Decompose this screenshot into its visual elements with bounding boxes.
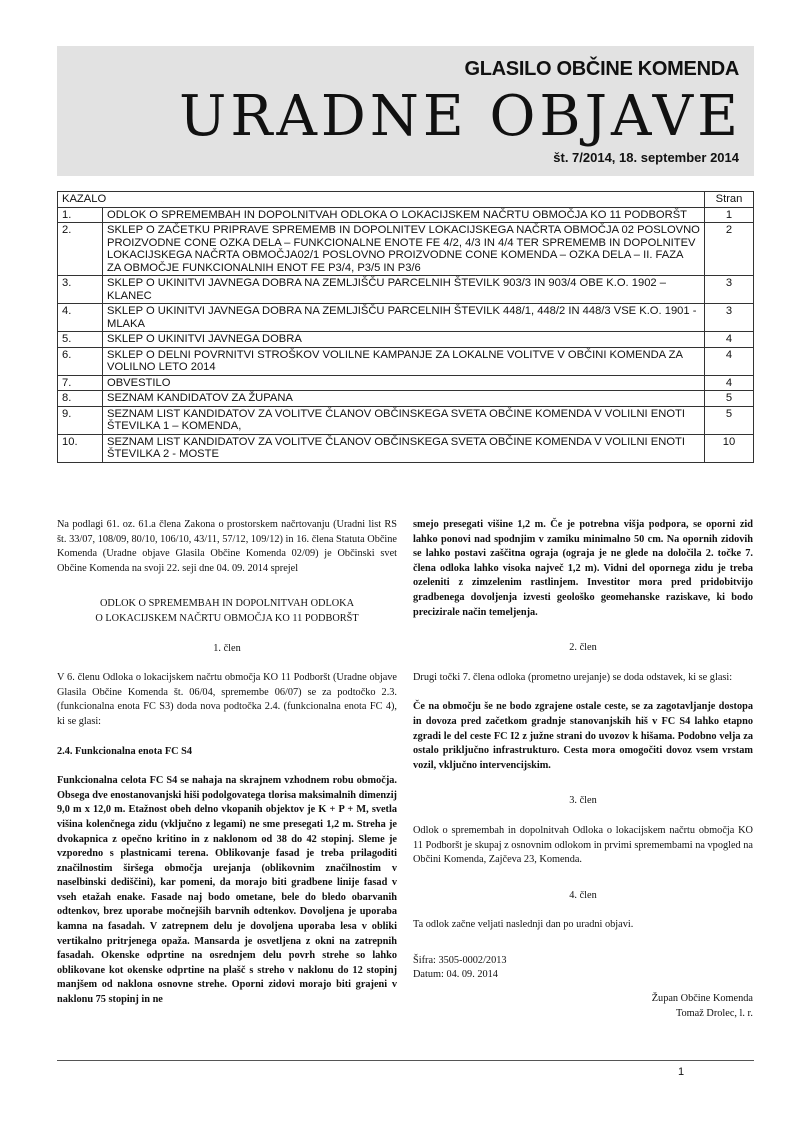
signer-name: Tomaž Drolec, l. r. bbox=[675, 1007, 753, 1019]
odlok-title-line-1: ODLOK O SPREMEMBAH IN DOPOLNITVAH ODLOKA bbox=[99, 598, 355, 610]
toc-row-page: 10 bbox=[705, 434, 754, 462]
toc-row-number: 4. bbox=[58, 304, 103, 332]
toc-page-heading: Stran bbox=[705, 192, 754, 208]
right-column bbox=[413, 518, 753, 1021]
toc-row bbox=[58, 347, 754, 375]
odlok-title-line-2: O LOKACIJSKEM NAČRTU OBMOČJA KO 11 PODBORŠT bbox=[95, 612, 359, 624]
issue-info: št. 7/2014, 18. september 2014 bbox=[553, 150, 739, 165]
article-text: Odlok o spremembah in dopolnitvah Odloka o lokacijskem načrtu območja KO 11 Podboršt je skupaj z osnovnim odlokom in prvimi spremembami na vpogled na Občini Komenda, Zajčeva 23, Komenda. bbox=[413, 824, 753, 866]
publication-name: GLASILO OBČINE KOMENDA bbox=[464, 58, 739, 80]
toc-row-number: 1. bbox=[58, 207, 103, 223]
toc-row-number: 6. bbox=[58, 347, 103, 375]
toc-heading: KAZALO bbox=[58, 192, 705, 208]
toc-row-title: SEZNAM KANDIDATOV ZA ŽUPANA bbox=[103, 391, 705, 407]
toc-row-number: 2. bbox=[58, 223, 103, 276]
article-text: Drugi točki 7. člena odloka (prometno urejanje) se doda odstavek, ki se glasi: bbox=[413, 671, 733, 683]
toc-row bbox=[58, 304, 754, 332]
article-text: V 6. členu Odloka o lokacijskem načrtu območja KO 11 Podboršt (Uradne objave Glasila Občine Komenda št. 06/04, spremembe 06/07) se za podtočko 2.3. (funkcionalna enota FC S3) doda nova podtočka 2.4. (funkcionalna enota FC 4), ki se glasi: bbox=[57, 672, 397, 727]
toc-row-title: OBVESTILO bbox=[103, 375, 705, 391]
article-bold-text: Funkcionalna celota FC S4 se nahaja na skrajnem vzhodnem robu območja. Obsega dve enostanovanjski hiši podolgovatega tlorisa maksimalnih dimenzij 9,0 m x 12,0 m. Etažnost obeh delno vkopanih objektov je K + P + M, svetla višina kolenčnega zidu (vključno z legami) ne sme presegati 1,2 m. Streha je dvokapnica z opečno kritino in z naklonom od 38 do 42 stopinj. Sleme je vzporedno s plastnicami terena. Oblikovanje fasad je treba prilagoditi značilnostim širšega območja urejanja (oblikovnim značilnostim v naselbinski dediščini), kar pomeni, da morajo biti gradbene linije fasad v vseh etažah enake. Fasade naj bodo ometane, bele do bledo obarvanih odtenkov, brez uporabe močnejših barvnih odtenkov. Dovoljena je uporaba kamna na fasadah. V zatrepnem delu je dovoljena uporaba lesa v obliki vertikalno pritrjenega opaža. Mansarda je osvetljena z okni na zatrepnih fasadah. Okenske odprtine na osrednjem delu povrh strehe so lahko oblikovane kot okenske odprtine na plašč s streho v naklonu do 12 stopinj manjšem od naklona osnovne strehe. Oporni zidovi morajo biti grajeni v naklonu 75 stopinj in ne bbox=[57, 775, 397, 1006]
toc-row bbox=[58, 434, 754, 462]
article-bold-text: Če na območju še ne bodo zgrajene ostale ceste, se za zagotavljanje dostopa in dovoza pred začetkom gradnje stanovanjskih hiš v FC S4 lahko etapno zgradi le del ceste FC I2 z južne strani do uvozov k hišama. Podobno velja za ostalo priključno infrastrukturo. Cesta mora omogočiti dovoz vsem vrstam vozil, vključno intervencijskim. bbox=[413, 701, 753, 771]
intro-paragraph: Na podlagi 61. oz. 61.a člena Zakona o prostorskem načrtovanju (Uradni list RS št. 33/07, 108/09, 80/10, 106/10, 43/11, 57/12, 109/12) in 16. člena Statuta Občine Komenda (Uradne objave Glasila Občine Komenda 02/09) je Občinski svet Občine Komenda na svoji 22. seji dne 04. 09. 2014 sprejel bbox=[57, 519, 397, 574]
toc-row bbox=[58, 406, 754, 434]
document-date: Datum: 04. 09. 2014 bbox=[413, 969, 498, 981]
toc-row-number: 9. bbox=[58, 406, 103, 434]
footer-divider bbox=[57, 1060, 754, 1061]
subsection-heading: 2.4. Funkcionalna enota FC S4 bbox=[57, 745, 193, 757]
toc-row-title: ODLOK O SPREMEMBAH IN DOPOLNITVAH ODLOKA O LOKACIJSKEM NAČRTU OBMOČJA KO 11 PODBORŠT bbox=[103, 207, 705, 223]
toc-row-page: 1 bbox=[705, 207, 754, 223]
toc-row bbox=[58, 276, 754, 304]
toc-row-number: 10. bbox=[58, 434, 103, 462]
toc-row bbox=[58, 375, 754, 391]
toc-row-page: 5 bbox=[705, 391, 754, 407]
table-of-contents bbox=[57, 191, 754, 463]
reference-code: Šifra: 3505-0002/2013 bbox=[413, 954, 507, 966]
toc-row-number: 5. bbox=[58, 332, 103, 348]
toc-row-title: SEZNAM LIST KANDIDATOV ZA VOLITVE ČLANOV OBČINSKEGA SVETA OBČINE KOMENDA V VOLILNI ENOTI ŠTEVILKA 2 - MOSTE bbox=[103, 434, 705, 462]
toc-row-number: 7. bbox=[58, 375, 103, 391]
page-number: 1 bbox=[678, 1066, 685, 1078]
toc-row-number: 3. bbox=[58, 276, 103, 304]
toc-row-page: 4 bbox=[705, 375, 754, 391]
toc-row-title: SKLEP O ZAČETKU PRIPRAVE SPREMEMB IN DOPOLNITEV LOKACIJSKEGA NAČRTA OBMOČJA 02 POSLOVNO PROIZVODNE CONE OZKA DELA – FUNKCIONALNE ENOTE FE 4/2, 4/3 IN 4/4 TER SPREMEMB IN DOPOLNITEV LOKACIJSKEGA NAČRTA OBMOČJA02/1 POSLOVNO PROIZVODNE CONE KOMENDA – OZKA DELA – II. FAZA ZA OBMOČJE FUNKCIONALNIH ENOT FE P3/4, P3/5 IN P3/6 bbox=[103, 223, 705, 276]
toc-row bbox=[58, 332, 754, 348]
article-text: Ta odlok začne veljati naslednji dan po uradni objavi. bbox=[413, 919, 634, 931]
toc-row-page: 3 bbox=[705, 276, 754, 304]
signer-title: Župan Občine Komenda bbox=[651, 993, 753, 1005]
article-bold-text-continued: smejo presegati višine 1,2 m. Če je potrebna višja podpora, se oporni zid lahko ponovi nad spodnjim v zamiku minimalno 50 cm. Na opornih zidovih se lahko postavi zaščitna ograja (ograja je ne glede na določila 2. točke 7. člena odloka lahko visoka največ 1,2 m). Vidni del opornega zidu je treba ozeleniti z zimzelenim rastlinjem. Investitor mora pred pridobitvijo gradbenega dovoljenja izvesti geološko geomehanske raziskave, ki bodo precizirale način temeljenja. bbox=[413, 519, 753, 618]
toc-row-number: 8. bbox=[58, 391, 103, 407]
article-heading: 3. člen bbox=[569, 795, 597, 807]
toc-row bbox=[58, 223, 754, 276]
toc-row-page: 5 bbox=[705, 406, 754, 434]
toc-row-title: SKLEP O DELNI POVRNITVI STROŠKOV VOLILNE KAMPANJE ZA LOKALNE VOLITVE V OBČINI KOMENDA ZA VOLILNO LETO 2014 bbox=[103, 347, 705, 375]
page-title: URADNE OBJAVE bbox=[179, 84, 742, 149]
toc-row-page: 4 bbox=[705, 347, 754, 375]
toc-row-title: SKLEP O UKINITVI JAVNEGA DOBRA NA ZEMLJIŠČU PARCELNIH ŠTEVILK 448/1, 448/2 IN 448/3 VSE K.O. 1901 - MLAKA bbox=[103, 304, 705, 332]
toc-row-title: SEZNAM LIST KANDIDATOV ZA VOLITVE ČLANOV OBČINSKEGA SVETA OBČINE KOMENDA V VOLILNI ENOTI ŠTEVILKA 1 – KOMENDA, bbox=[103, 406, 705, 434]
toc-row-page: 2 bbox=[705, 223, 754, 276]
left-column bbox=[57, 518, 397, 1008]
article-heading: 4. člen bbox=[569, 889, 597, 901]
masthead bbox=[57, 46, 754, 176]
toc-row-title: SKLEP O UKINITVI JAVNEGA DOBRA NA ZEMLJIŠČU PARCELNIH ŠTEVILK 903/3 IN 903/4 OBE K.O. 1902 – KLANEC bbox=[103, 276, 705, 304]
article-heading: 1. člen bbox=[213, 642, 241, 654]
article-heading: 2. člen bbox=[569, 642, 597, 654]
toc-header-row bbox=[58, 192, 754, 208]
toc-row-title: SKLEP O UKINITVI JAVNEGA DOBRA bbox=[103, 332, 705, 348]
toc-row bbox=[58, 207, 754, 223]
toc-row-page: 3 bbox=[705, 304, 754, 332]
toc-row-page: 4 bbox=[705, 332, 754, 348]
toc-row bbox=[58, 391, 754, 407]
